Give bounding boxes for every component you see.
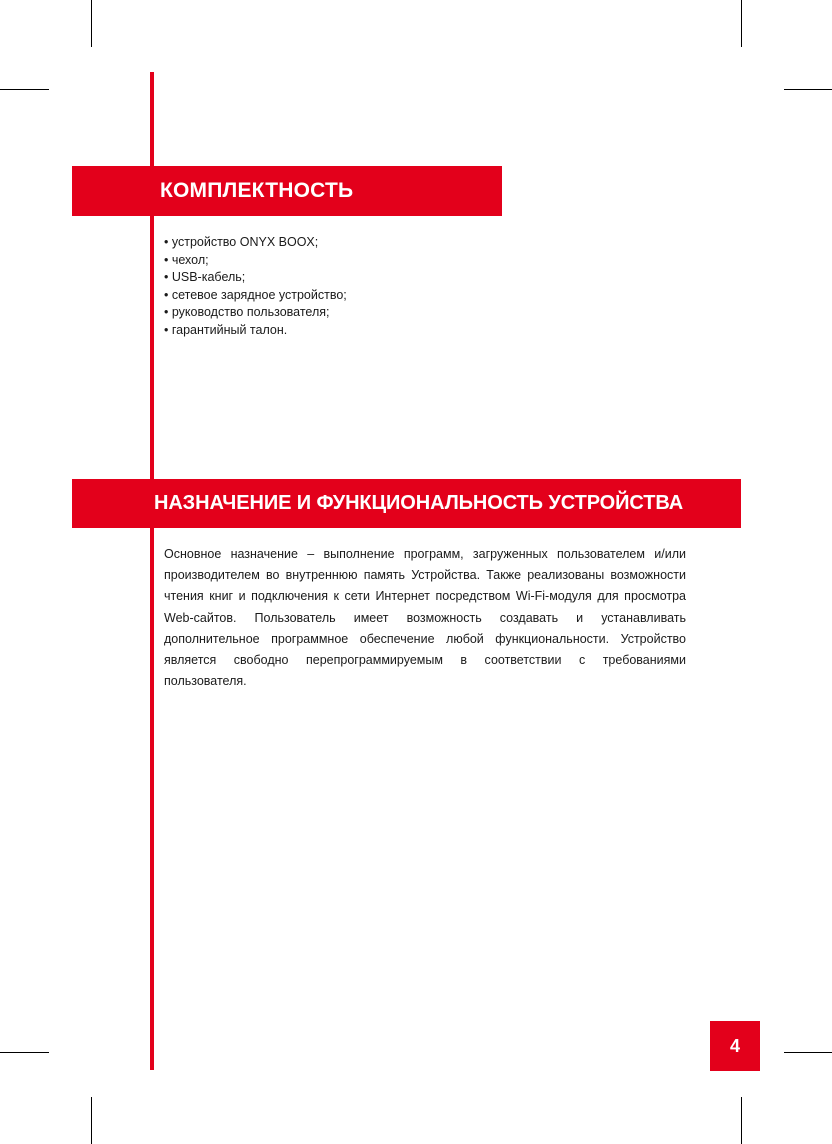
crop-mark-right-top xyxy=(784,89,832,90)
purpose-paragraph: Основное назначение – выполнение программ, загруженных пользователем и/или производителем во внутреннюю память Устройства. Также реализованы возможности чтения книг и подключения к сети Интернет посредством Wi-Fi-модуля для просмотра Web-сайтов. Пользователь имеет возможность создавать и устанавливать дополнительное программное обеспечение любой функциональности. Устройство является свободно перепрограммируемым в соответствии с требованиями пользователя. xyxy=(164,547,686,689)
list-item: • устройство ONYX BOOX; xyxy=(164,234,347,252)
page-number-badge xyxy=(710,1021,760,1071)
crop-mark-right-bottom xyxy=(784,1052,832,1053)
kit-contents-heading: КОМПЛЕКТНОСТЬ xyxy=(160,179,354,202)
crop-mark-top-left xyxy=(91,0,92,47)
crop-mark-left-bottom xyxy=(0,1052,49,1053)
list-item: • сетевое зарядное устройство; xyxy=(164,287,347,305)
list-item: • гарантийный талон. xyxy=(164,322,347,340)
crop-mark-left-top xyxy=(0,89,49,90)
list-item: • USB-кабель; xyxy=(164,269,347,287)
crop-mark-top-right xyxy=(741,0,742,47)
crop-mark-bottom-left xyxy=(91,1097,92,1144)
kit-contents-banner xyxy=(72,166,502,216)
vertical-accent-rule xyxy=(150,72,154,1070)
purpose-heading: НАЗНАЧЕНИЕ И ФУНКЦИОНАЛЬНОСТЬ УСТРОЙСТВА xyxy=(154,492,684,514)
list-item: • руководство пользователя; xyxy=(164,304,347,322)
crop-mark-bottom-right xyxy=(741,1097,742,1144)
purpose-banner xyxy=(72,479,741,528)
page-number: 4 xyxy=(729,1035,740,1056)
list-item: • чехол; xyxy=(164,252,347,270)
kit-contents-list xyxy=(164,234,347,340)
